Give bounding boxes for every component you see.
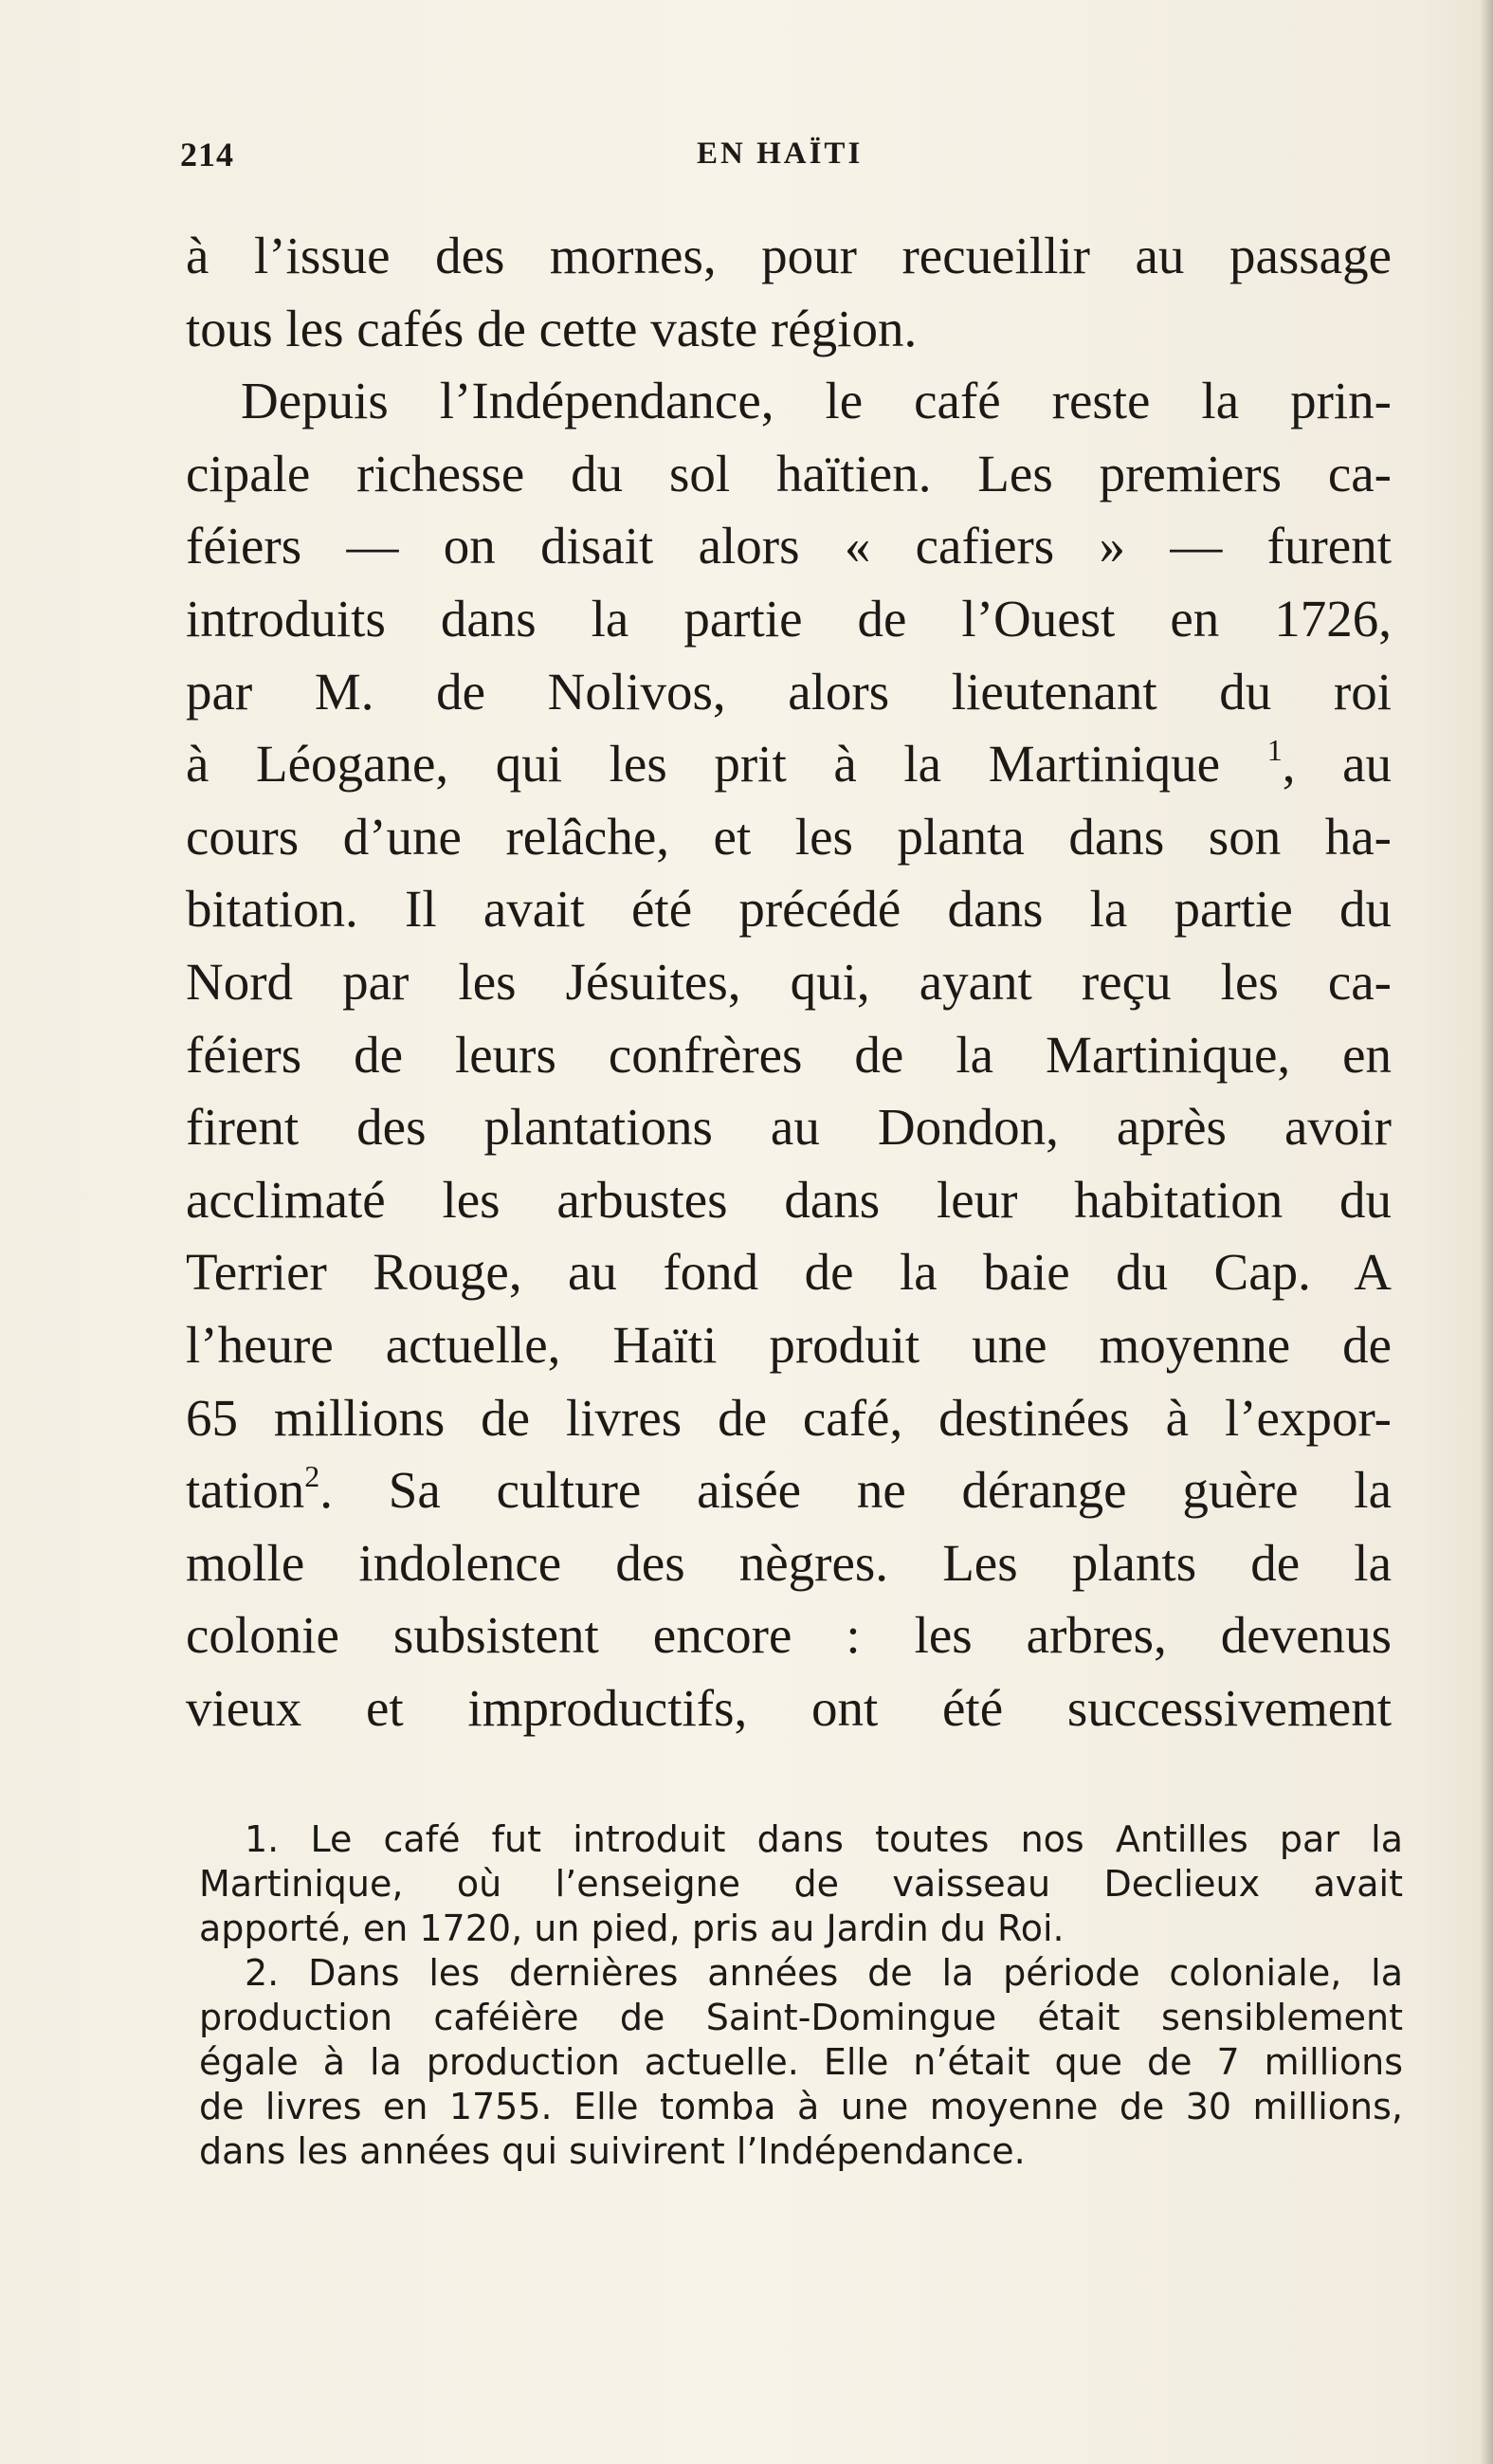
footnote-2-line: dans les années qui suivirent l’Indépendance. (199, 2130, 1026, 2172)
footnote-2-line: de livres en 1755. Elle tomba à une moyenne de 30 millions, (199, 2086, 1403, 2127)
footnote-2-line: 2. Dans les dernières années de la période coloniale, la (245, 1952, 1403, 1994)
running-title: EN HAÏTI (697, 137, 864, 171)
text-line: 65 millions de livres de café, destinées à l’expor- (186, 1388, 1392, 1447)
text-fragment: à Léogane, qui les prit à la Martinique (186, 735, 1221, 794)
footnote-ref-2: 2 (304, 1459, 320, 1494)
text-line: Terrier Rouge, au fond de la baie du Cap. A (186, 1243, 1392, 1302)
text-line: vieux et improductifs, ont été successivement (186, 1678, 1392, 1737)
text-fragment: . Sa culture aisée ne dérange guère la (319, 1461, 1392, 1520)
text-fragment: , au (1282, 735, 1392, 794)
text-line: féiers de leurs confrères de la Martinique, en (186, 1025, 1392, 1084)
text-line: molle indolence des nègres. Les plants de la (186, 1533, 1392, 1592)
text-line: Depuis l’Indépendance, le café reste la prin- (241, 372, 1392, 430)
running-head (180, 135, 1403, 182)
text-fragment: tation (186, 1461, 305, 1520)
text-line: à l’issue des mornes, pour recueillir au passage (186, 227, 1392, 284)
text-line: cours d’une relâche, et les planta dans son ha- (186, 807, 1392, 866)
text-line: introduits dans la partie de l’Ouest en 1726, (186, 589, 1392, 648)
text-line: colonie subsistent encore : les arbres, devenus (186, 1606, 1392, 1665)
text-line-with-ref (186, 1454, 1392, 1527)
text-line: Nord par les Jésuites, qui, ayant reçu les ca- (186, 952, 1392, 1011)
text-line: acclimaté les arbustes dans leur habitation du (186, 1170, 1392, 1229)
text-line: firent des plantations au Dondon, après avoir (186, 1098, 1392, 1157)
footnotes (199, 1817, 1403, 2174)
text-line-with-ref (186, 728, 1392, 801)
footnote-1-line: apporté, en 1720, un pied, pris au Jardin du Roi. (199, 1907, 1065, 1949)
footnote-2-line: production caféière de Saint-Domingue était sensiblement (199, 1997, 1403, 2038)
body-text (186, 220, 1392, 1744)
footnote-2-line: égale à la production actuelle. Elle n’était que de 7 millions (199, 2041, 1403, 2083)
footnote-1-line: Martinique, où l’enseigne de vaisseau Declieux avait (199, 1863, 1403, 1905)
page-edge-shadow (1480, 0, 1493, 2464)
text-line: féiers — on disait alors « cafiers » — furent (186, 517, 1392, 575)
text-line: cipale richesse du sol haïtien. Les premiers ca- (186, 444, 1392, 502)
text-line: tous les cafés de cette vaste région. (186, 299, 918, 357)
page-number: 214 (180, 136, 234, 173)
footnote-ref-1: 1 (1266, 733, 1283, 768)
text-line: par M. de Nolivos, alors lieutenant du roi (186, 662, 1392, 721)
text-line: bitation. Il avait été précédé dans la partie du (186, 880, 1392, 939)
text-line: l’heure actuelle, Haïti produit une moyenne de (186, 1315, 1392, 1374)
footnote-1-line: 1. Le café fut introduit dans toutes nos Antilles par la (245, 1818, 1403, 1860)
